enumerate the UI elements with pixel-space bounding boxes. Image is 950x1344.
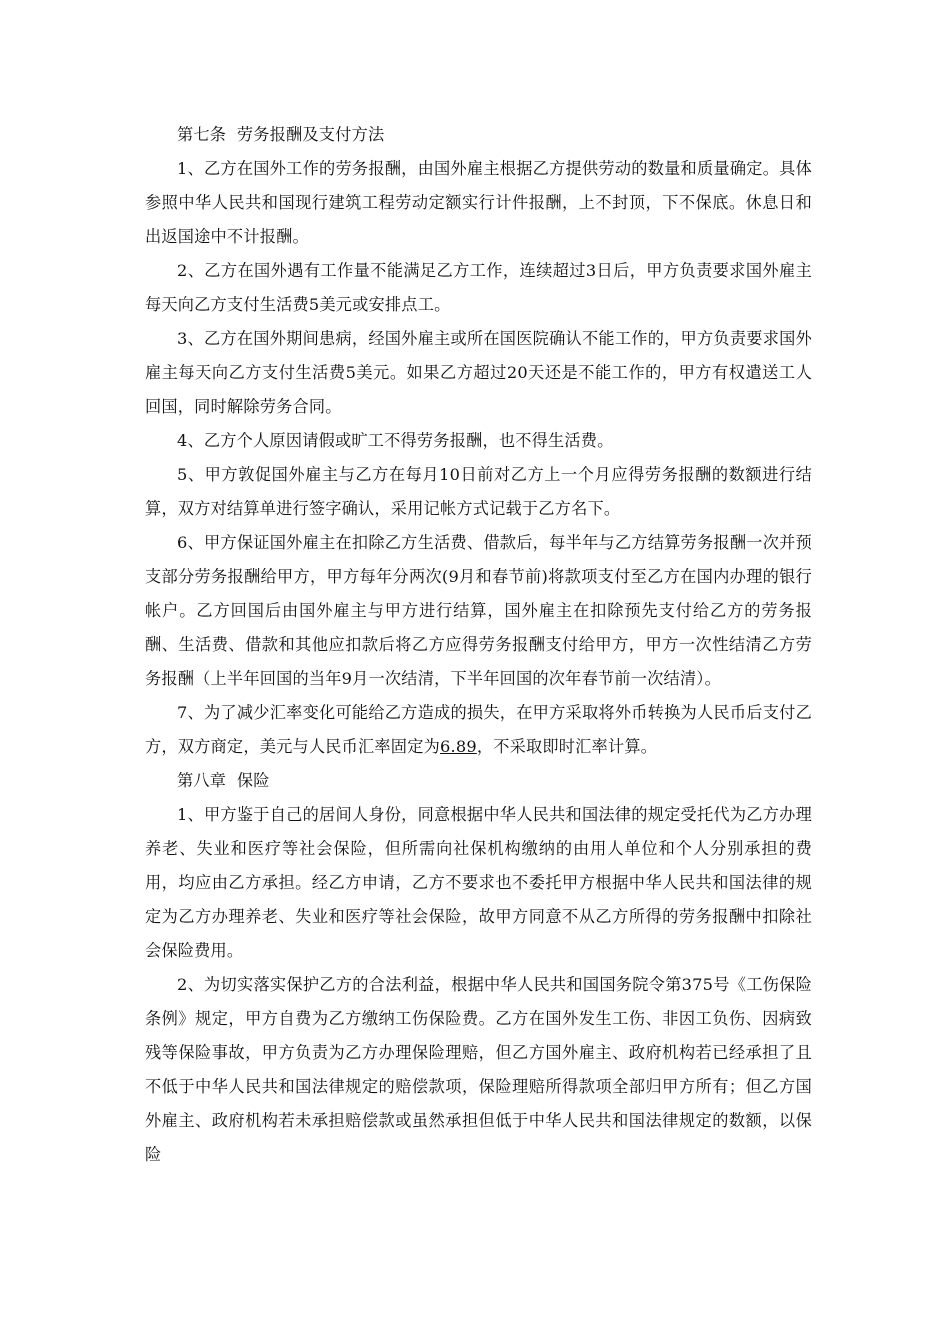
document-body — [145, 118, 812, 1172]
article-7-heading: 第七条 劳务报酬及支付方法 — [177, 125, 385, 144]
article-7-paragraph-4: 4、乙方个人原因请假或旷工不得劳务报酬，也不得生活费。 — [177, 431, 614, 450]
exchange-rate-value: 6.89 — [439, 737, 477, 756]
paragraph-7-text-before: 7、为了减少汇率变化可能给乙方造成的损失，在甲方采取将外币转换为人民币后支付乙方，双方商定，美元与人民币汇率固定为 — [145, 703, 812, 756]
chapter-8-heading: 第八章 保险 — [177, 771, 270, 790]
chapter-8-paragraph-2: 2、为切实落实保护乙方的合法利益，根据中华人民共和国国务院令第375号《工伤保险条例》规定，甲方自费为乙方缴纳工伤保险费。乙方在国外发生工伤、非因工负伤、因病致残等保险事故，甲方负责为乙方办理保险理赔，但乙方国外雇主、政府机构若已经承担了且不低于中华人民共和国法律规定的赔偿款项，保险理赔所得款项全部归甲方所有；但乙方国外雇主、政府机构若未承担赔偿款或虽然承担但低于中华人民共和国法律规定的数额，以保险 — [145, 975, 812, 1164]
article-7-paragraph-7 — [145, 696, 812, 764]
article-7-paragraph-3: 3、乙方在国外期间患病，经国外雇主或所在国医院确认不能工作的，甲方负责要求国外雇主每天向乙方支付生活费5美元。如果乙方超过20天还是不能工作的，甲方有权遣送工人回国，同时解除劳务合同。 — [145, 329, 812, 416]
article-7-paragraph-2: 2、乙方在国外遇有工作量不能满足乙方工作，连续超过3日后，甲方负责要求国外雇主每天向乙方支付生活费5美元或安排点工。 — [145, 261, 812, 314]
chapter-8-paragraph-1: 1、甲方鉴于自己的居间人身份，同意根据中华人民共和国法律的规定受托代为乙方办理养老、失业和医疗等社会保险，但所需向社保机构缴纳的由用人单位和个人分别承担的费用，均应由乙方承担。经乙方申请，乙方不要求也不委托甲方根据中华人民共和国法律的规定为乙方办理养老、失业和医疗等社会保险，故甲方同意不从乙方所得的劳务报酬中扣除社会保险费用。 — [145, 805, 812, 960]
article-7-paragraph-6: 6、甲方保证国外雇主在扣除乙方生活费、借款后，每半年与乙方结算劳务报酬一次并预支部分劳务报酬给甲方，甲方每年分两次(9月和春节前)将款项支付至乙方在国内办理的银行帐户。乙方回国后由国外雇主与甲方进行结算，国外雇主在扣除预先支付给乙方的劳务报酬、生活费、借款和其他应扣款后将乙方应得劳务报酬支付给甲方，甲方一次性结清乙方劳务报酬（上半年回国的当年9月一次结清，下半年回国的次年春节前一次结清）。 — [145, 533, 812, 688]
paragraph-7-text-after: ，不采取即时汇率计算。 — [476, 737, 658, 756]
article-7-paragraph-5: 5、甲方敦促国外雇主与乙方在每月10日前对乙方上一个月应得劳务报酬的数额进行结算，双方对结算单进行签字确认，采用记帐方式记载于乙方名下。 — [145, 465, 812, 518]
article-7-paragraph-1: 1、乙方在国外工作的劳务报酬，由国外雇主根据乙方提供劳动的数量和质量确定。具体参照中华人民共和国现行建筑工程劳动定额实行计件报酬，上不封顶，下不保底。休息日和出返国途中不计报酬。 — [145, 159, 812, 246]
